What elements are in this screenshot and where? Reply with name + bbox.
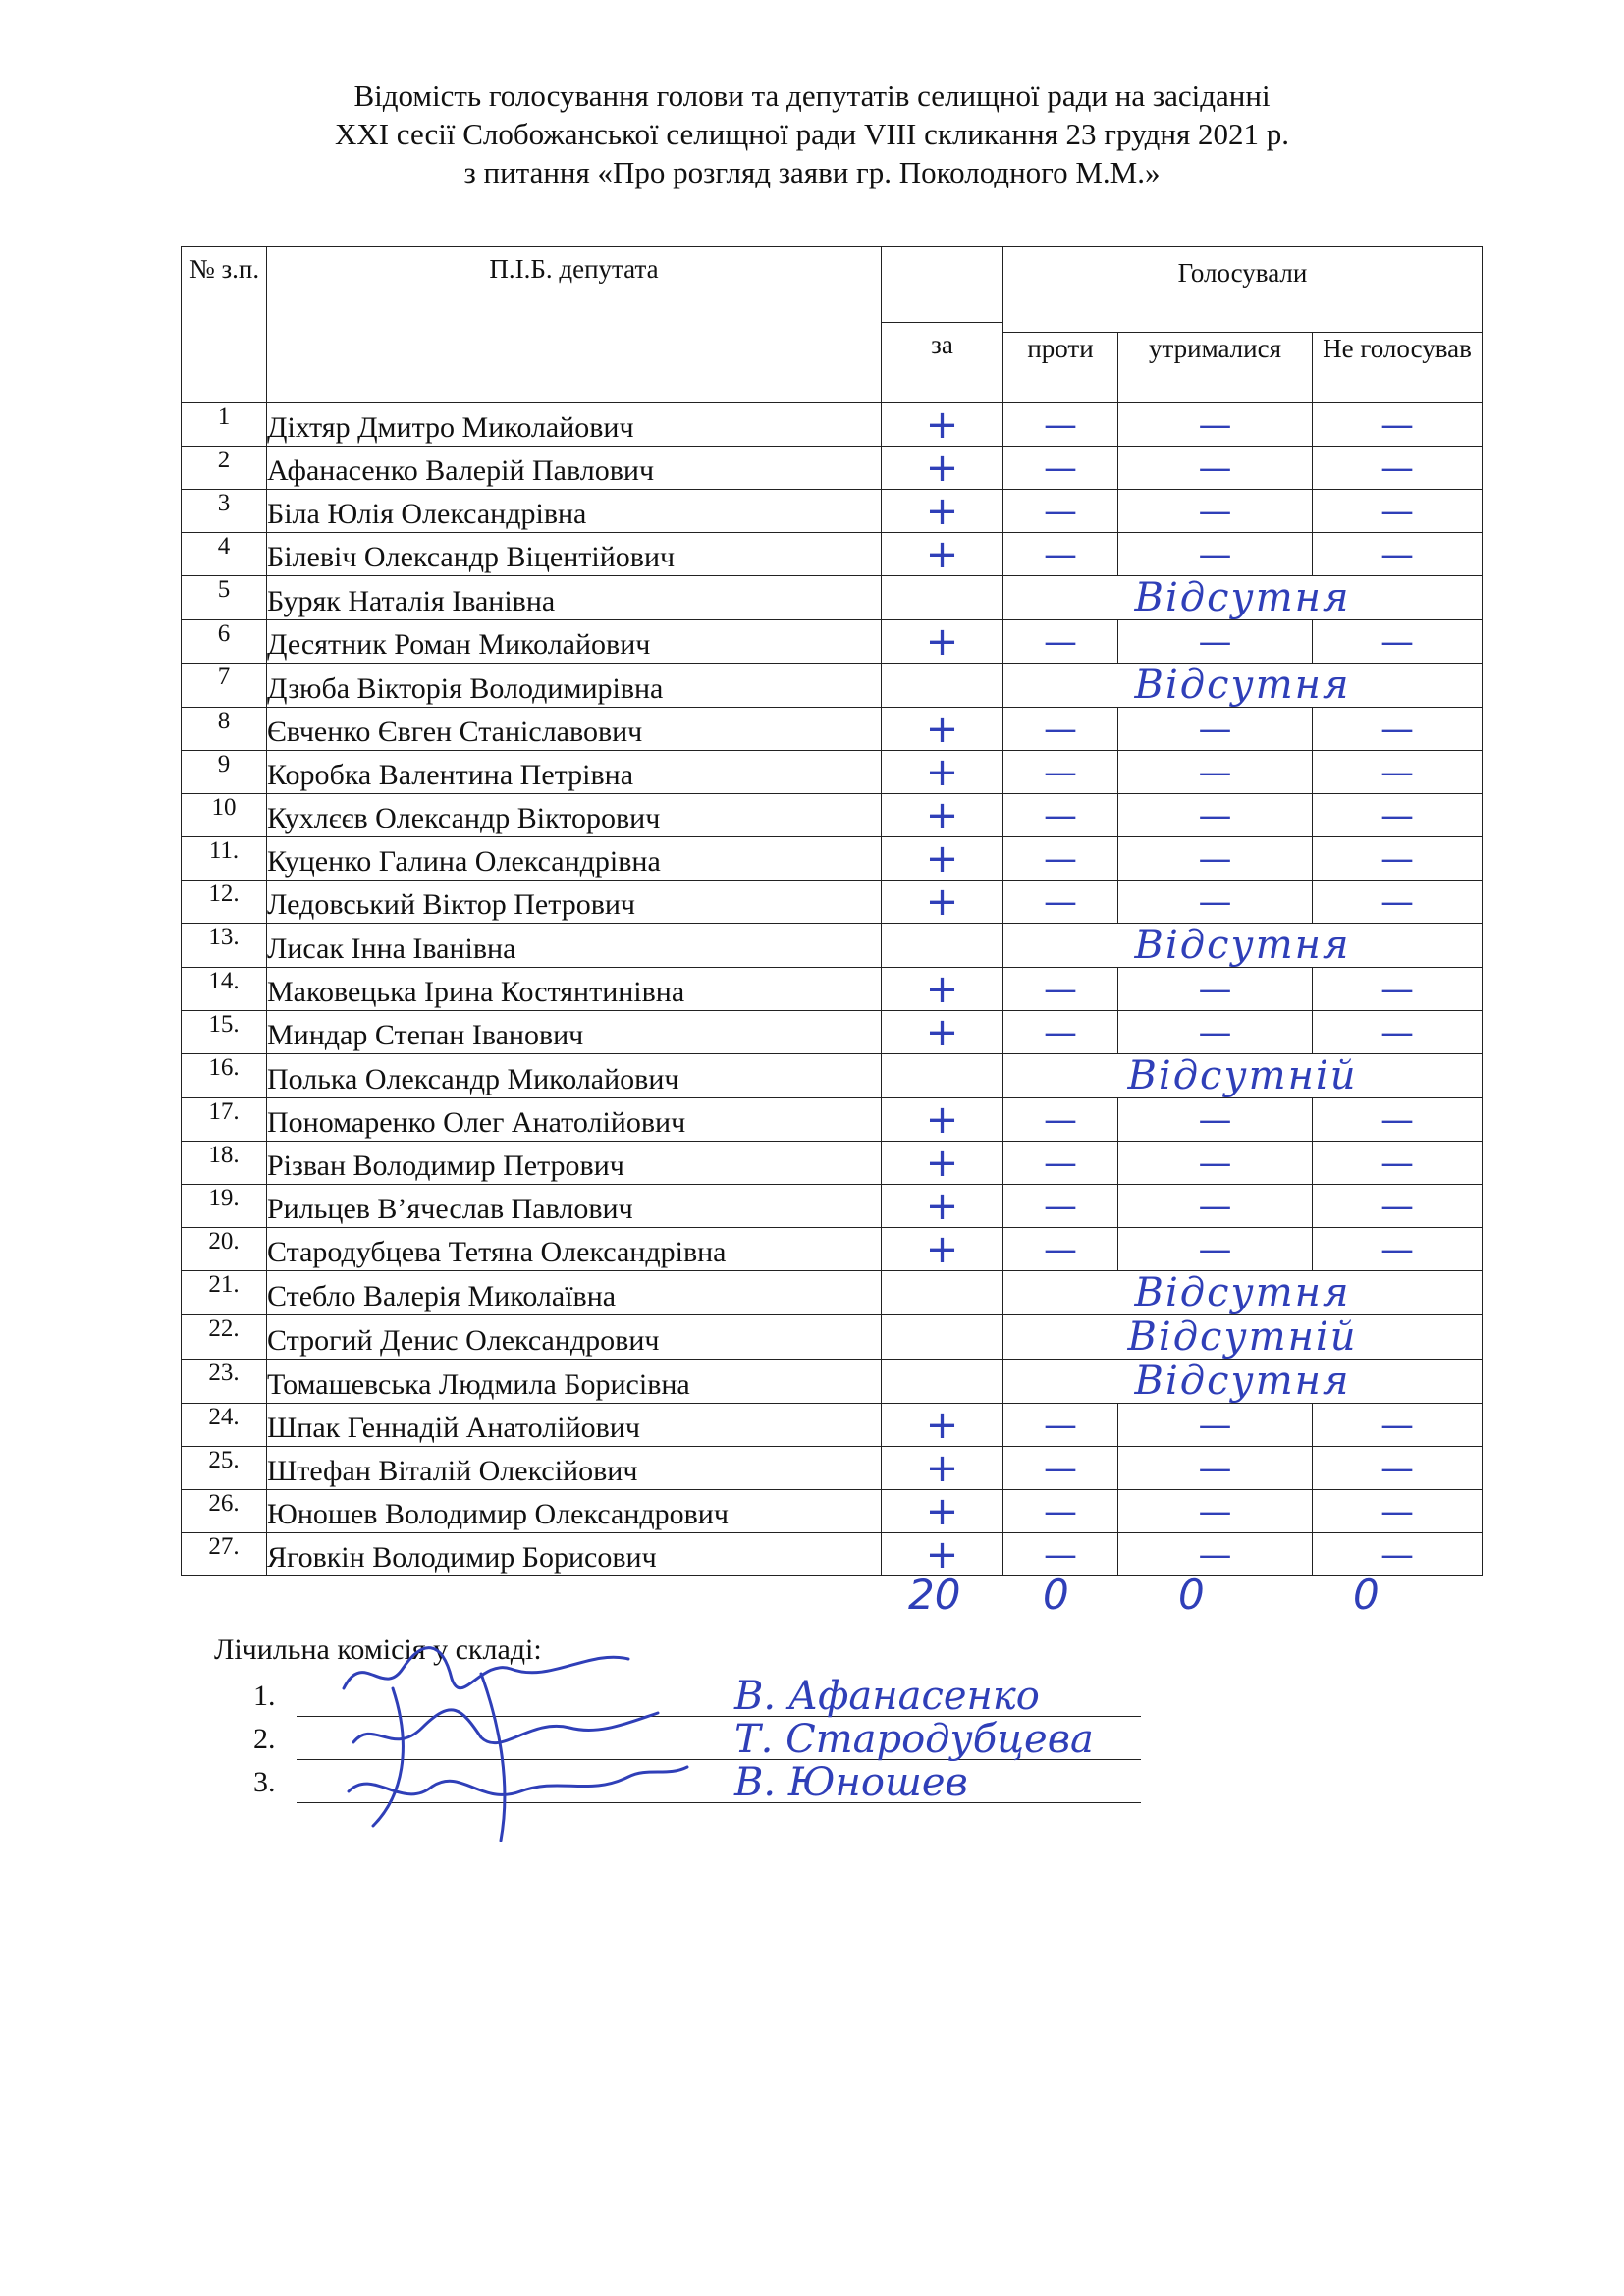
vote-against: — [1003,1142,1118,1185]
row-number: 23. [182,1360,267,1404]
title-line-2: XXI сесії Слобожанської селищної ради VIII скликання 23 грудня 2021 р. [334,117,1290,151]
vote-for: + [882,1490,1003,1533]
vote-against: — [1003,1185,1118,1228]
header-number: № з.п. [182,247,267,403]
vote-against: — [1003,708,1118,751]
header-abstain: утрималися [1118,333,1313,403]
vote-not-voted: — [1313,1185,1483,1228]
member-number: 1. [253,1680,276,1712]
vote-abstain: — [1118,968,1313,1011]
vote-for: + [882,1447,1003,1490]
row-number: 8 [182,708,267,751]
row-number: 20. [182,1228,267,1271]
vote-abstain: — [1118,1098,1313,1142]
vote-not-voted: — [1313,447,1483,490]
table-row [182,708,1483,751]
voting-table [181,246,1483,1576]
vote-not-voted: — [1313,620,1483,664]
vote-abstain: — [1118,1447,1313,1490]
vote-for-cell [882,664,1003,708]
deputy-name: Маковецька Ірина Костянтинівна [267,968,882,1011]
row-number: 4 [182,533,267,576]
deputy-name: Лисак Інна Іванівна [267,924,882,968]
vote-for: + [882,1098,1003,1142]
vote-for-cell [882,924,1003,968]
total-against: 0 [1043,1571,1069,1619]
member-name: Т. Стародубцева [734,1717,1094,1762]
member-number: 2. [253,1723,276,1755]
vote-against: — [1003,751,1118,794]
vote-for: + [882,533,1003,576]
row-number: 25. [182,1447,267,1490]
deputy-name: Діхтяр Дмитро Миколайович [267,403,882,447]
row-number: 21. [182,1271,267,1315]
deputy-name: Євченко Євген Станіславович [267,708,882,751]
table-row [182,1011,1483,1054]
vote-not-voted: — [1313,1490,1483,1533]
vote-abstain: — [1118,620,1313,664]
deputy-name: Стебло Валерія Миколаївна [267,1271,882,1315]
member-name: В. Афанасенко [734,1674,1040,1719]
vote-abstain: — [1118,751,1313,794]
vote-for-cell [882,1360,1003,1404]
vote-against: — [1003,1490,1118,1533]
vote-abstain: — [1118,1533,1313,1576]
table-row [182,447,1483,490]
vote-against: — [1003,881,1118,924]
vote-abstain: — [1118,533,1313,576]
table-row [182,1360,1483,1404]
vote-abstain: — [1118,708,1313,751]
vote-against: — [1003,794,1118,837]
vote-abstain: — [1118,1185,1313,1228]
vote-against: — [1003,1228,1118,1271]
table-row [182,751,1483,794]
table-row [182,576,1483,620]
table-row [182,1142,1483,1185]
table-row [182,1315,1483,1360]
row-number: 10 [182,794,267,837]
row-number: 19. [182,1185,267,1228]
deputy-name: Коробка Валентина Петрівна [267,751,882,794]
vote-against: — [1003,1011,1118,1054]
vote-for: + [882,1142,1003,1185]
title-line-1: Відомість голосування голови та депутатів селищної ради на засіданні [353,79,1271,113]
row-number: 27. [182,1533,267,1576]
table-row [182,881,1483,924]
vote-for: + [882,794,1003,837]
vote-for-cell [882,576,1003,620]
total-for: 20 [908,1571,961,1619]
header-voted: Голосували [1003,247,1483,333]
table-row [182,1185,1483,1228]
deputy-name: Яговкін Володимир Борисович [267,1533,882,1576]
table-row [182,1490,1483,1533]
handwritten-signatures [334,1629,746,1855]
vote-not-voted: — [1313,490,1483,533]
deputy-name: Десятник Роман Миколайович [267,620,882,664]
deputy-name: Строгий Денис Олександрович [267,1315,882,1360]
vote-not-voted: — [1313,751,1483,794]
table-row [182,490,1483,533]
absent-note: Відсутній [1003,1315,1483,1360]
row-number: 16. [182,1054,267,1098]
vote-for: + [882,1228,1003,1271]
vote-abstain: — [1118,1490,1313,1533]
vote-not-voted: — [1313,837,1483,881]
total-abstain: 0 [1178,1571,1205,1619]
row-number: 24. [182,1404,267,1447]
table-row [182,1447,1483,1490]
vote-against: — [1003,490,1118,533]
signature-flourish [373,1674,505,1841]
row-number: 13. [182,924,267,968]
table-row [182,1271,1483,1315]
vote-against: — [1003,837,1118,881]
absent-note: Відсутній [1003,1054,1483,1098]
absent-note: Відсутня [1003,1360,1483,1404]
vote-not-voted: — [1313,794,1483,837]
vote-against: — [1003,968,1118,1011]
table-row [182,1533,1483,1576]
vote-for: + [882,1533,1003,1576]
vote-for: + [882,403,1003,447]
vote-abstain: — [1118,1142,1313,1185]
total-not-voted: 0 [1353,1571,1380,1619]
vote-for-cell [882,1271,1003,1315]
row-number: 12. [182,881,267,924]
vote-against: — [1003,1404,1118,1447]
vote-not-voted: — [1313,968,1483,1011]
header-for: за [931,330,953,359]
vote-for-cell [882,1054,1003,1098]
title-line-3: з питання «Про розгляд заяви гр. Поколодного М.М.» [463,155,1161,189]
deputy-name: Штефан Віталій Олексійович [267,1447,882,1490]
vote-for: + [882,837,1003,881]
vote-abstain: — [1118,447,1313,490]
row-number: 7 [182,664,267,708]
row-number: 17. [182,1098,267,1142]
table-row [182,664,1483,708]
deputy-name: Томашевська Людмила Борисівна [267,1360,882,1404]
row-number: 14. [182,968,267,1011]
header-against: проти [1003,333,1118,403]
row-number: 5 [182,576,267,620]
row-number: 3 [182,490,267,533]
header-name: П.І.Б. депутата [267,247,882,403]
row-number: 11. [182,837,267,881]
table-row [182,924,1483,968]
vote-for: + [882,751,1003,794]
vote-not-voted: — [1313,1011,1483,1054]
absent-note: Відсутня [1003,576,1483,620]
vote-abstain: — [1118,1011,1313,1054]
vote-not-voted: — [1313,1098,1483,1142]
deputy-name: Миндар Степан Іванович [267,1011,882,1054]
document-title [196,77,1428,191]
row-number: 1 [182,403,267,447]
table-row [182,1228,1483,1271]
deputy-name: Різван Володимир Петрович [267,1142,882,1185]
row-number: 15. [182,1011,267,1054]
vote-for: + [882,447,1003,490]
deputy-name: Дзюба Вікторія Володимирівна [267,664,882,708]
table-row [182,1404,1483,1447]
vote-abstain: — [1118,794,1313,837]
vote-for: + [882,620,1003,664]
vote-for: + [882,1185,1003,1228]
vote-against: — [1003,447,1118,490]
row-number: 26. [182,1490,267,1533]
absent-note: Відсутня [1003,924,1483,968]
deputy-name: Стародубцева Тетяна Олександрівна [267,1228,882,1271]
deputy-name: Афанасенко Валерій Павлович [267,447,882,490]
table-row [182,794,1483,837]
row-number: 2 [182,447,267,490]
table-row [182,1098,1483,1142]
vote-abstain: — [1118,881,1313,924]
header-spacer [882,247,1003,403]
vote-against: — [1003,403,1118,447]
vote-not-voted: — [1313,881,1483,924]
row-number: 22. [182,1315,267,1360]
deputy-name: Рильцев В’ячеслав Павлович [267,1185,882,1228]
vote-against: — [1003,533,1118,576]
vote-totals [0,1571,1624,1639]
vote-not-voted: — [1313,403,1483,447]
deputy-name: Кухлєєв Олександр Вікторович [267,794,882,837]
row-number: 9 [182,751,267,794]
vote-not-voted: — [1313,1404,1483,1447]
vote-abstain: — [1118,403,1313,447]
deputy-name: Шпак Геннадій Анатолійович [267,1404,882,1447]
vote-for: + [882,1404,1003,1447]
commission-label: Лічильна комісія у складі: [214,1633,542,1666]
vote-for: + [882,881,1003,924]
vote-for: + [882,708,1003,751]
deputy-name: Біла Юлія Олександрівна [267,490,882,533]
vote-against: — [1003,1533,1118,1576]
vote-not-voted: — [1313,1142,1483,1185]
vote-abstain: — [1118,837,1313,881]
vote-not-voted: — [1313,1533,1483,1576]
deputy-name: Ледовський Віктор Петрович [267,881,882,924]
deputy-name: Куценко Галина Олександрівна [267,837,882,881]
deputy-name: Пономаренко Олег Анатолійович [267,1098,882,1142]
vote-abstain: — [1118,1228,1313,1271]
vote-against: — [1003,1447,1118,1490]
header-not-voted: Не голосував [1313,333,1483,403]
vote-not-voted: — [1313,708,1483,751]
vote-abstain: — [1118,490,1313,533]
table-row [182,1054,1483,1098]
vote-not-voted: — [1313,533,1483,576]
deputy-name: Полька Олександр Миколайович [267,1054,882,1098]
vote-for: + [882,490,1003,533]
vote-against: — [1003,1098,1118,1142]
vote-against: — [1003,620,1118,664]
deputy-name: Буряк Наталія Іванівна [267,576,882,620]
table-row [182,533,1483,576]
table-row [182,403,1483,447]
row-number: 6 [182,620,267,664]
member-name: В. Юношев [734,1760,968,1805]
vote-for-cell [882,1315,1003,1360]
signature-1 [344,1648,628,1688]
vote-for: + [882,1011,1003,1054]
vote-not-voted: — [1313,1228,1483,1271]
row-number: 18. [182,1142,267,1185]
vote-abstain: — [1118,1404,1313,1447]
table-row [182,620,1483,664]
vote-for: + [882,968,1003,1011]
absent-note: Відсутня [1003,1271,1483,1315]
deputy-name: Юношев Володимир Олександрович [267,1490,882,1533]
member-number: 3. [253,1766,276,1798]
deputy-name: Білевіч Олександр Віцентійович [267,533,882,576]
absent-note: Відсутня [1003,664,1483,708]
table-row [182,968,1483,1011]
vote-not-voted: — [1313,1447,1483,1490]
table-row [182,837,1483,881]
